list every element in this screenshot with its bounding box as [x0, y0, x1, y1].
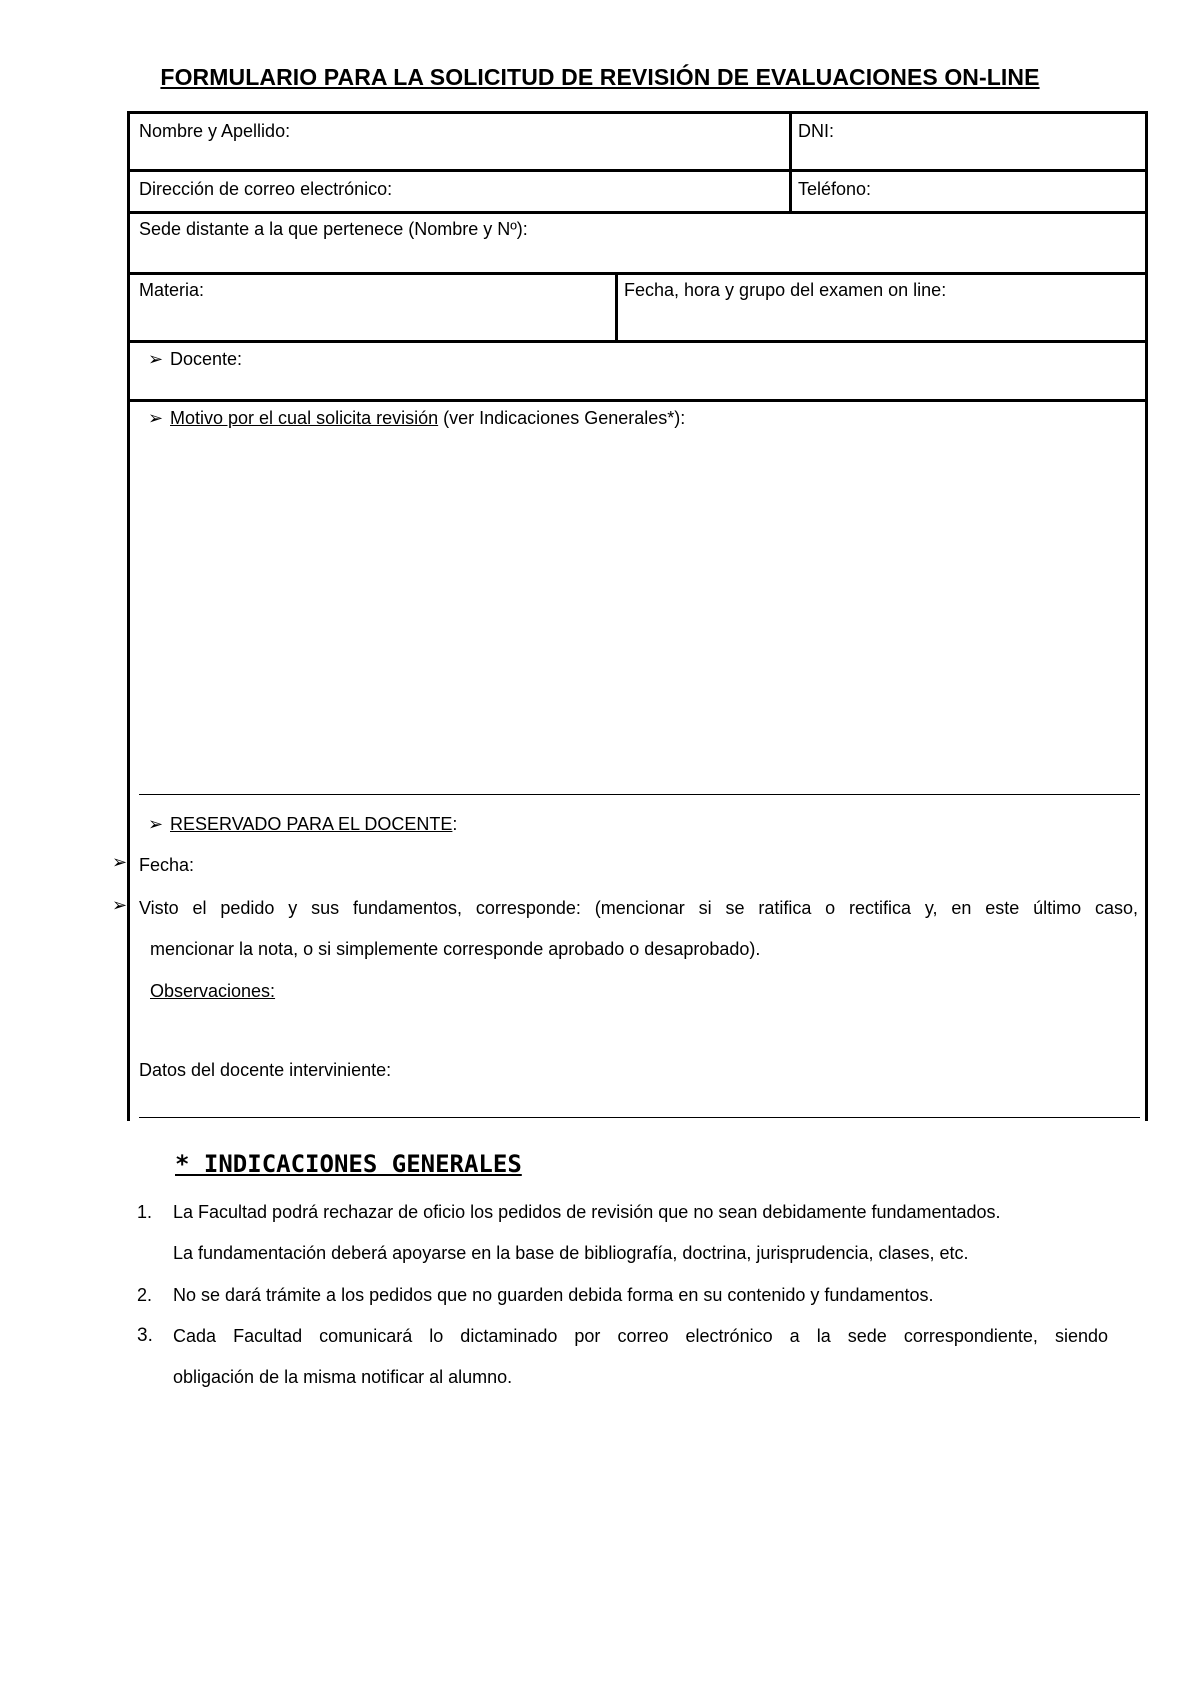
indicaciones-title: * INDICACIONES GENERALES [175, 1150, 522, 1178]
form-divider [130, 211, 1145, 214]
materia-field[interactable]: Materia: [139, 280, 205, 300]
form-divider [130, 272, 1145, 275]
arrow-bullet-icon: ➢ [112, 852, 128, 872]
list-number: 1. [137, 1202, 153, 1222]
arrow-bullet-icon: ➢ [148, 349, 164, 369]
column-divider [615, 272, 618, 341]
list-number: 2. [137, 1285, 153, 1305]
list-item: No se dará trámite a los pedidos que no guarden debida forma en su contenido y fundamentos. [173, 1285, 934, 1305]
request-form [127, 111, 1148, 1121]
form-divider [130, 169, 1145, 172]
telefono-field[interactable]: Teléfono: [798, 179, 872, 199]
arrow-bullet-icon: ➢ [112, 895, 128, 915]
section-separator [139, 794, 1140, 795]
docente-field[interactable]: ➢ Docente: [148, 349, 243, 369]
column-divider [789, 114, 792, 212]
sede-field[interactable]: Sede distante a la que pertenece (Nombre y Nº): [139, 219, 528, 239]
section-separator [139, 1117, 1140, 1118]
exam-date-field[interactable]: Fecha, hora y grupo del examen on line: [624, 280, 947, 300]
form-divider [130, 399, 1145, 402]
dni-field[interactable]: DNI: [798, 121, 834, 141]
list-item: La Facultad podrá rechazar de oficio los pedidos de revisión que no sean debidamente fundamentados. [173, 1202, 1001, 1222]
page-title: FORMULARIO PARA LA SOLICITUD DE REVISIÓN DE EVALUACIONES ON-LINE [160, 64, 1040, 90]
list-item-continuation: obligación de la misma notificar al alumno. [173, 1367, 513, 1387]
observaciones-field[interactable]: Observaciones: [150, 981, 276, 1001]
email-field[interactable]: Dirección de correo electrónico: [139, 179, 393, 199]
fecha-field[interactable]: Fecha: [139, 855, 195, 875]
reservado-heading: ➢ RESERVADO PARA EL DOCENTE: [148, 814, 458, 834]
motivo-note: (ver Indicaciones Generales*): [438, 408, 686, 428]
visto-text-line2: mencionar la nota, o si simplemente corresponde aprobado o desaprobado). [150, 939, 761, 959]
datos-docente-field[interactable]: Datos del docente interviniente: [139, 1060, 392, 1080]
visto-text-line1: Visto el pedido y sus fundamentos, corresponde: (mencionar si se ratifica o rectifica y, en este último caso, [139, 898, 1138, 918]
form-divider [130, 340, 1145, 343]
nombre-field[interactable]: Nombre y Apellido: [139, 121, 291, 141]
motivo-label: Motivo por el cual solicita revisión [170, 408, 439, 428]
arrow-bullet-icon: ➢ [148, 814, 164, 834]
list-item-continuation: La fundamentación deberá apoyarse en la base de bibliografía, doctrina, jurisprudencia, clases, etc. [173, 1243, 969, 1263]
list-number: 3. [137, 1325, 153, 1346]
arrow-bullet-icon: ➢ [148, 408, 164, 428]
list-item: Cada Facultad comunicará lo dictaminado por correo electrónico a la sede correspondiente, siendo [173, 1326, 1108, 1346]
motivo-field[interactable] [148, 408, 685, 429]
